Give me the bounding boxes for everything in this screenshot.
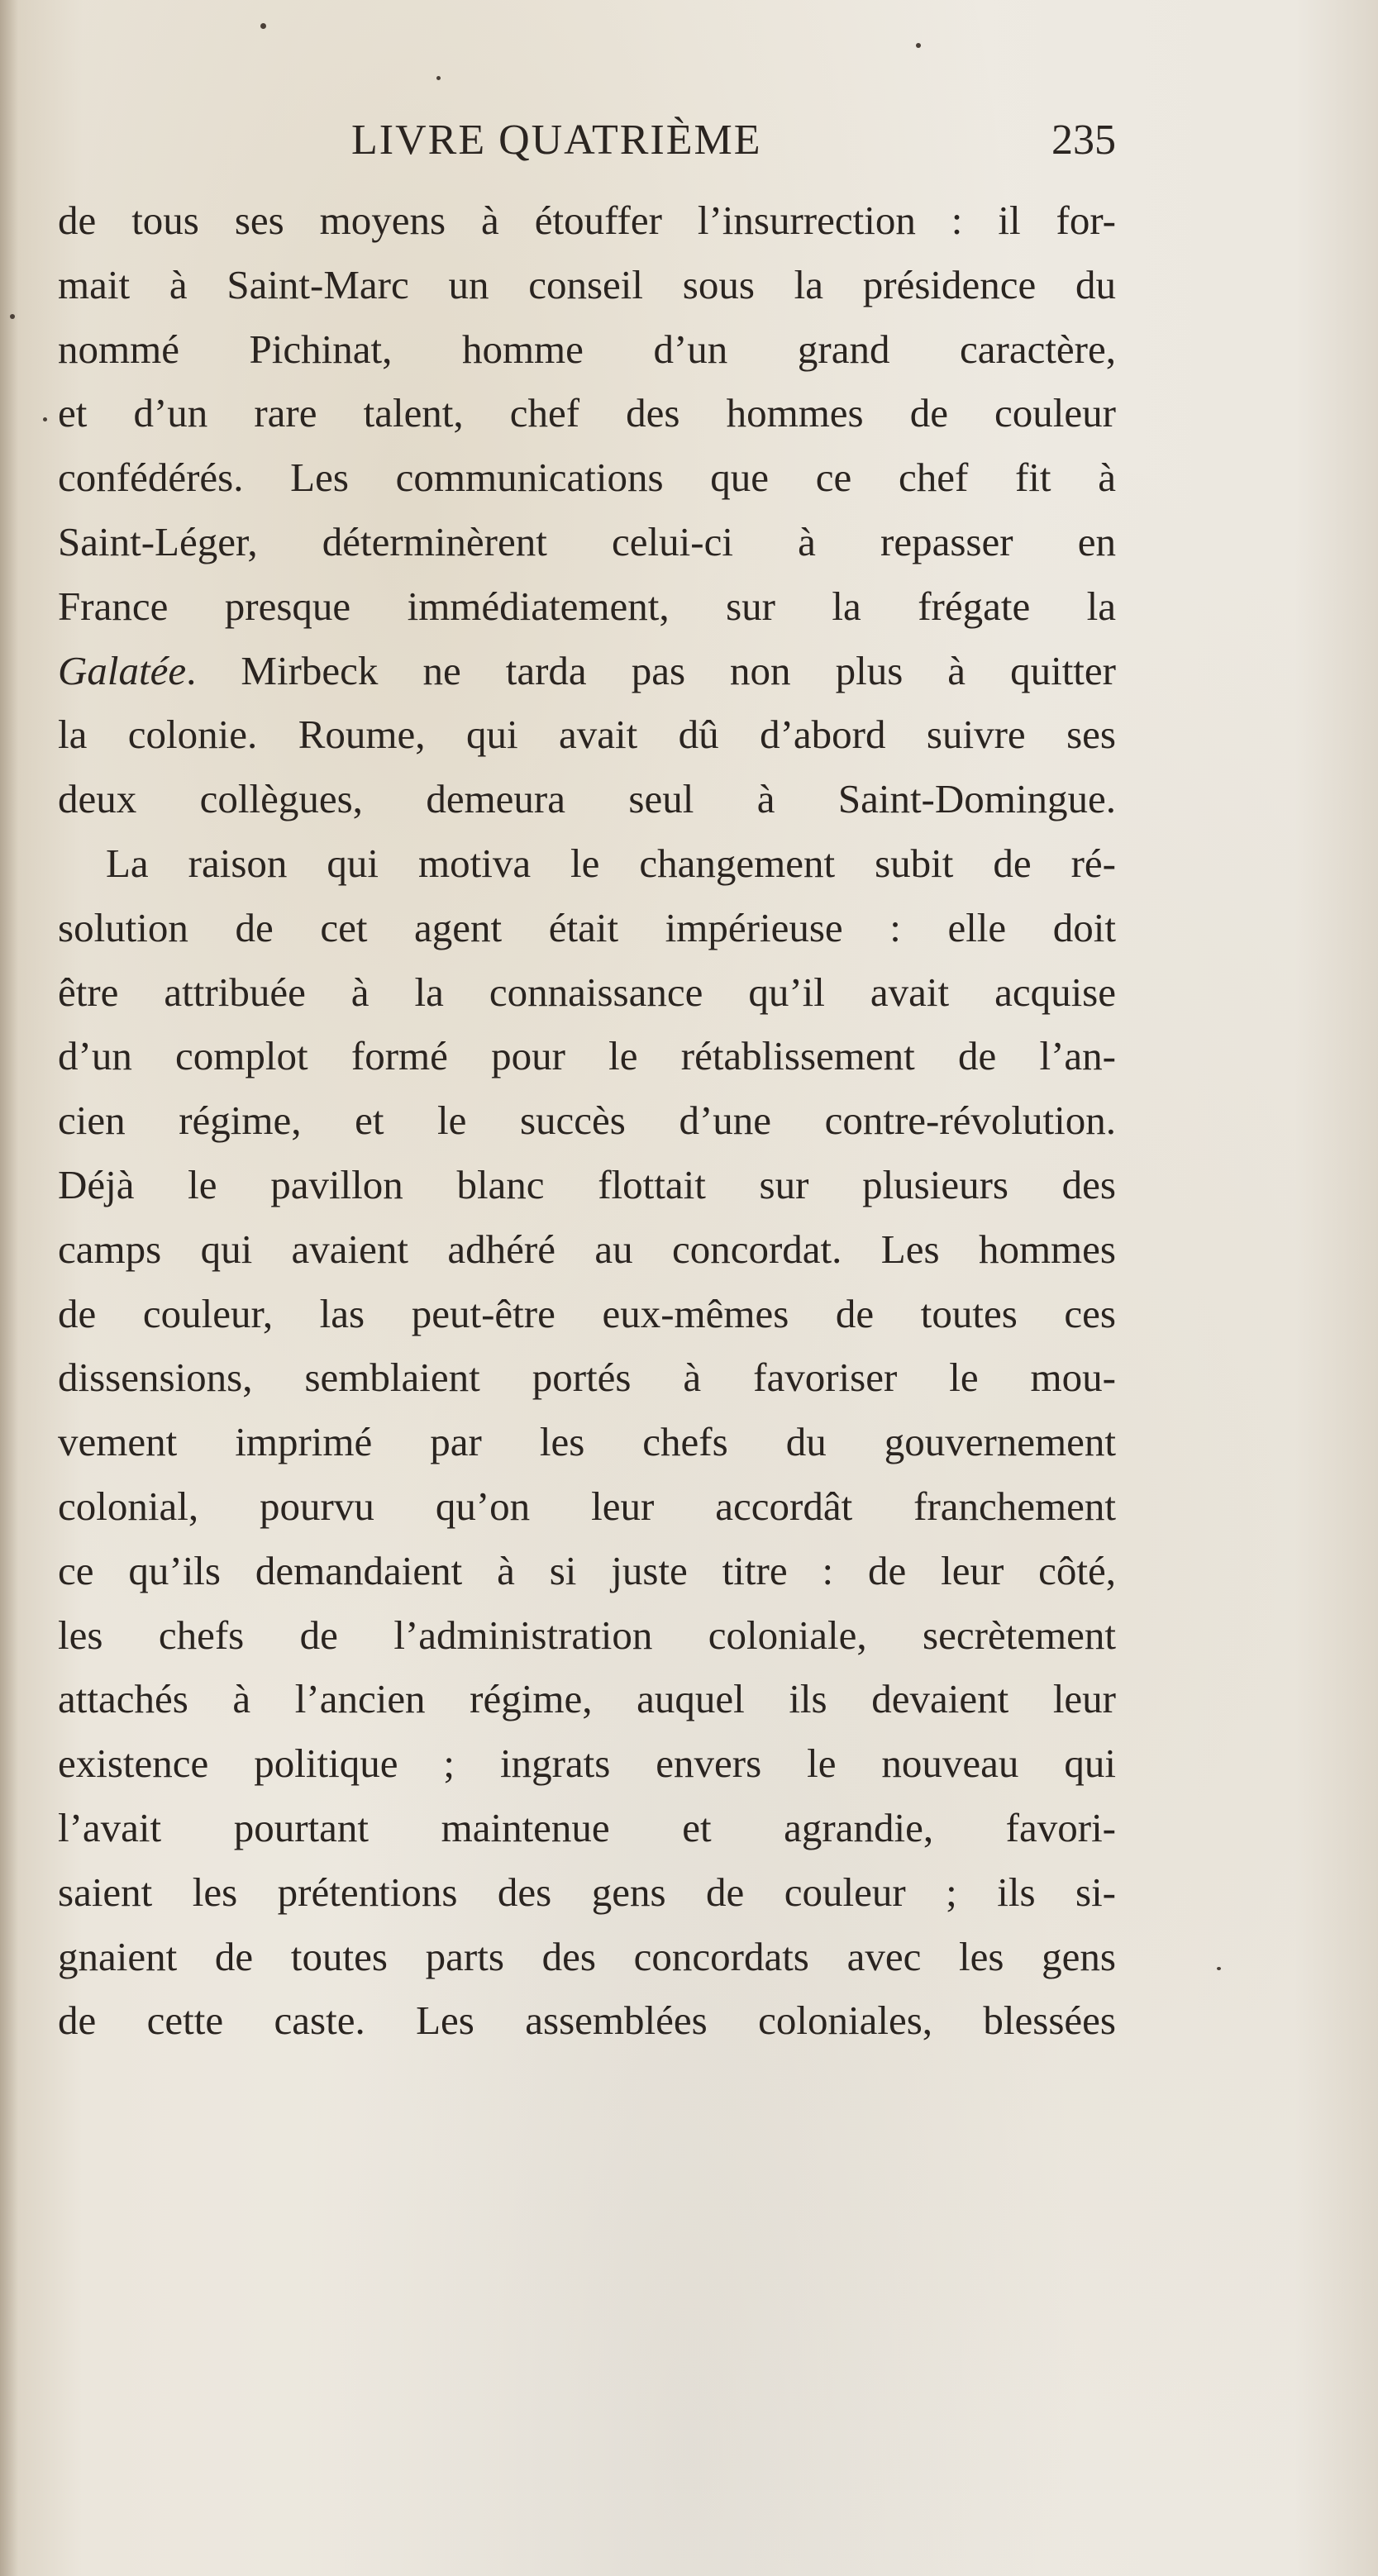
text-line: France presque immédiatement, sur la frégate la	[58, 583, 1116, 629]
running-head: LIVRE QUATRIÈME	[351, 117, 762, 164]
text-line: deux collègues, demeura seul à Saint-Domingue.	[58, 776, 1116, 822]
paper-speck	[436, 76, 441, 80]
text-line: mait à Saint-Marc un conseil sous la présidence du	[58, 261, 1116, 307]
body-text	[58, 188, 1116, 2053]
text-line: dissensions, semblaient portés à favoriser le mou-	[58, 1355, 1116, 1401]
text-line: d’un complot formé pour le rétablissement de l’an-	[58, 1033, 1116, 1079]
text-line: les chefs de l’administration coloniale, secrètement	[58, 1612, 1116, 1658]
text-line: la colonie. Roume, qui avait dû d’abord suivre ses	[58, 712, 1116, 758]
text-line: nommé Pichinat, homme d’un grand caractère,	[58, 326, 1116, 372]
text-line: ce qu’ils demandaient à si juste titre : de leur côté,	[58, 1547, 1116, 1593]
text-line: et d’un rare talent, chef des hommes de couleur	[58, 390, 1116, 436]
paper-speck	[916, 43, 921, 48]
text-line-paragraph-start: La raison qui motiva le changement subit de ré-	[106, 840, 1116, 886]
paper-speck	[1217, 1967, 1221, 1970]
text-line: saient les prétentions des gens de couleur ; ils si-	[58, 1869, 1116, 1915]
text-line: de couleur, las peut-être eux-mêmes de toutes ces	[58, 1290, 1116, 1336]
page-gutter-shadow	[0, 0, 18, 2576]
text-line: camps qui avaient adhéré au concordat. Les hommes	[58, 1226, 1116, 1272]
text-line: Déjà le pavillon blanc flottait sur plusieurs des	[58, 1161, 1116, 1207]
text-line: l’avait pourtant maintenue et agrandie, favori-	[58, 1804, 1116, 1850]
text-line: gnaient de toutes parts des concordats avec les gens	[58, 1933, 1116, 1979]
text-line: de tous ses moyens à étouffer l’insurrection : il for-	[58, 198, 1116, 243]
text-line: solution de cet agent était impérieuse : elle doit	[58, 904, 1116, 950]
text-line: colonial, pourvu qu’on leur accordât franchement	[58, 1483, 1116, 1529]
paper-speck	[10, 314, 15, 319]
text-line: être attribuée à la connaissance qu’il avait acquise	[58, 969, 1116, 1015]
page-number: 235	[1051, 117, 1116, 164]
italic-ship-name: Galatée	[58, 647, 187, 693]
page-header	[58, 116, 1116, 174]
text-line: Galatée. Mirbeck ne tarda pas non plus à quitter	[58, 647, 1116, 693]
paper-speck	[43, 417, 47, 421]
text-line: cien régime, et le succès d’une contre-révolution.	[58, 1098, 1116, 1144]
text-line: confédérés. Les communications que ce chef fit à	[58, 455, 1116, 501]
text-line: vement imprimé par les chefs du gouvernement	[58, 1419, 1116, 1465]
paper-speck	[260, 23, 266, 29]
text-line: Saint-Léger, déterminèrent celui-ci à repasser en	[58, 518, 1116, 564]
text-line: existence politique ; ingrats envers le nouveau qui	[58, 1740, 1116, 1787]
text-line: de cette caste. Les assemblées coloniales, blessées	[58, 1997, 1116, 2044]
text-line: attachés à l’ancien régime, auquel ils devaient leur	[58, 1676, 1116, 1722]
